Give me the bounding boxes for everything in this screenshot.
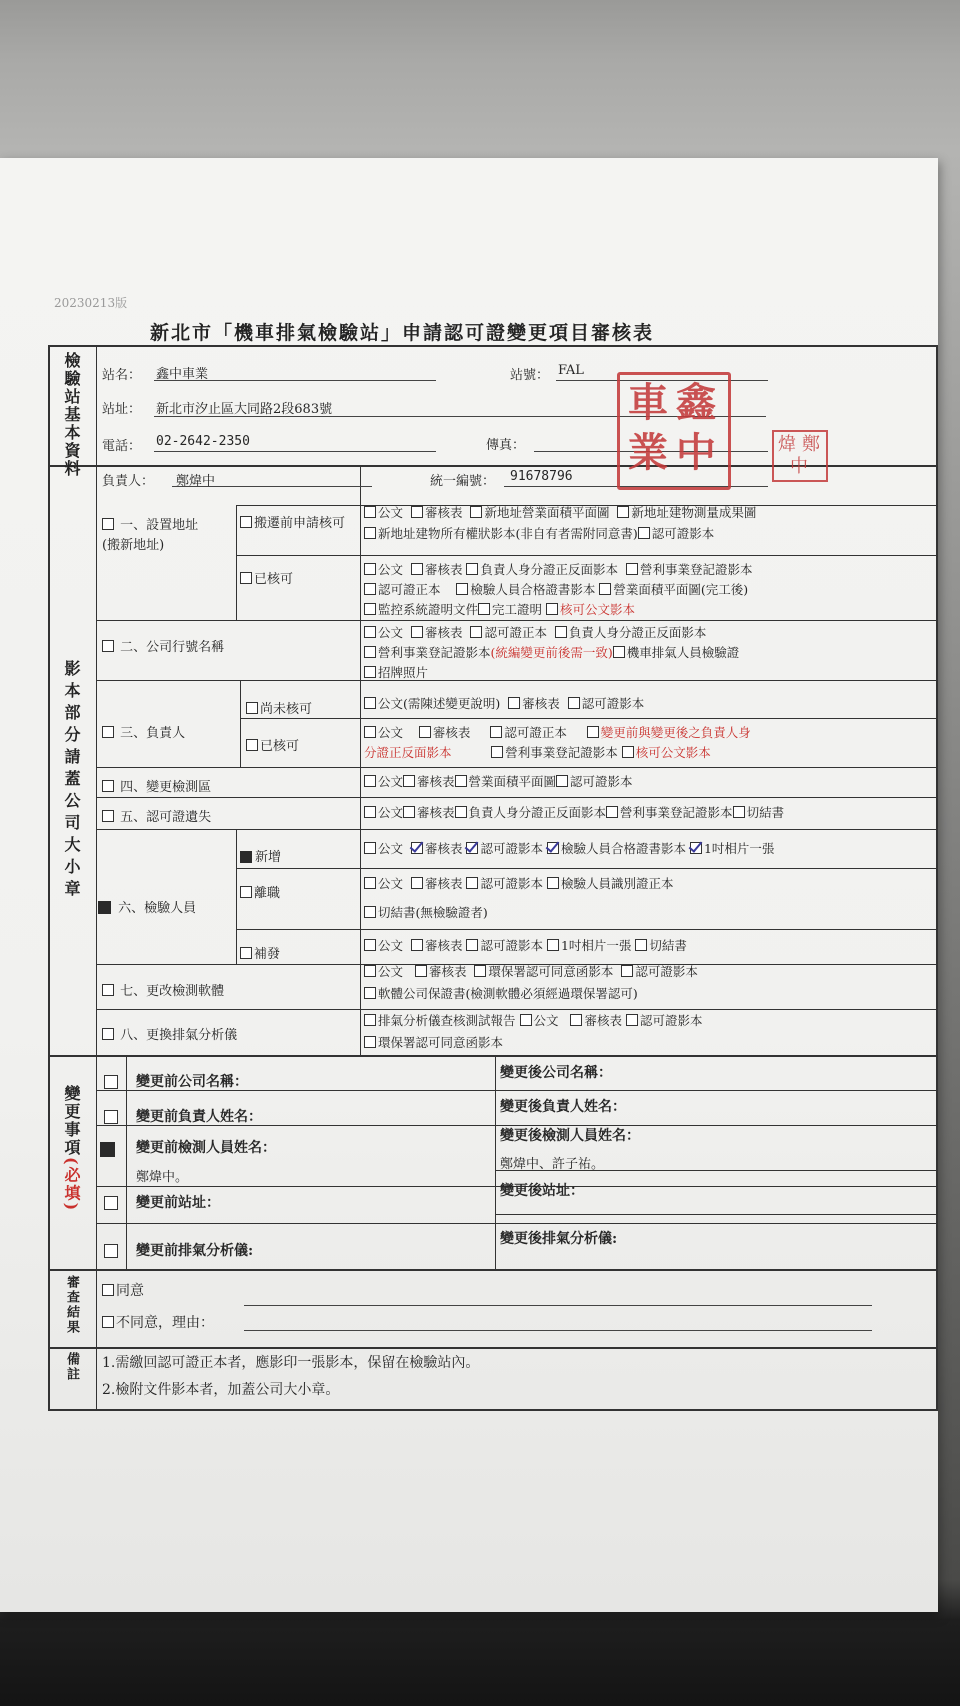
- underline: [172, 486, 372, 487]
- item-2-docs-row2: 營利事業登記證影本(統編變更前後需一致) 機車排氣人員檢驗證: [364, 643, 739, 661]
- note-1: 1.需繳回認可證正本者，應影印一張影本，保留在檢驗站內。: [102, 1355, 480, 1371]
- item-6a-docs: 公文 審核表 認可證影本 檢驗人員合格證書影本 1吋相片一張: [364, 839, 774, 857]
- rule: [360, 465, 361, 1055]
- change-address-checkbox[interactable]: [104, 1196, 118, 1210]
- rule: [236, 829, 237, 964]
- address-label: 站址：: [102, 402, 142, 417]
- rule: [96, 1009, 938, 1010]
- rule: [96, 620, 938, 621]
- rule: [236, 505, 237, 620]
- reason-field-top: [244, 1305, 872, 1306]
- section-copies-label: 影本部分請蓋公司大小章: [62, 660, 81, 902]
- before-inspector-label: 變更前檢測人員姓名：: [136, 1140, 276, 1156]
- rule: [495, 1170, 938, 1171]
- reason-field[interactable]: [244, 1330, 872, 1331]
- item-8-docs-row1: 排氣分析儀查核測試報告 公文 審核表 認可證影本: [364, 1011, 702, 1029]
- item-6c-docs: 公文 審核表 認可證影本 1吋相片一張 切結書: [364, 936, 687, 954]
- item-6b-docs-row1: 公文 審核表 認可證影本 檢驗人員識別證正本: [364, 874, 673, 892]
- form-title: 新北市「機車排氣檢驗站」申請認可證變更項目審核表: [150, 322, 655, 344]
- checked-checkbox[interactable]: [690, 842, 702, 854]
- checkbox-filled[interactable]: [240, 851, 252, 863]
- checkbox-filled[interactable]: [98, 901, 111, 914]
- checked-checkbox[interactable]: [466, 842, 478, 854]
- note-2: 2.檢附文件影本者，加蓋公司大小章。: [102, 1382, 340, 1398]
- item-3b-docs-row1: 公文 審核表 認可證正本 變更前與變更後之負責人身: [364, 723, 751, 741]
- owner-seal-stamp: 鄭 煒 中: [772, 430, 828, 482]
- item-1-label: 一、設置地址: [102, 514, 198, 533]
- station-name-label: 站名：: [102, 368, 142, 383]
- rule: [96, 345, 97, 1411]
- underline: [154, 380, 436, 381]
- version-label: 20230213版: [54, 296, 128, 310]
- checked-checkbox[interactable]: [411, 842, 423, 854]
- disagree-checkbox[interactable]: [102, 1316, 114, 1328]
- station-no-value[interactable]: FAL: [558, 363, 584, 378]
- after-inspector-label: 變更後檢測人員姓名：: [500, 1128, 640, 1144]
- before-inspector-value[interactable]: 鄭煒中。: [136, 1170, 189, 1185]
- rule: [495, 1055, 496, 1269]
- rule: [96, 797, 938, 798]
- item-5-label: 五、認可證遺失: [102, 806, 211, 825]
- item-2-docs-row3: 招牌照片: [364, 663, 428, 681]
- item-7-docs-row2: 軟體公司保證書(檢測軟體必須經過環保署認可): [364, 984, 638, 1002]
- item-4-label: 四、變更檢測區: [102, 776, 211, 795]
- tax-id-value[interactable]: 91678796: [510, 469, 573, 484]
- item-1b-docs-row1: 公文 審核表 負責人身分證正反面影本 營利事業登記證影本: [364, 560, 752, 578]
- rule: [495, 1214, 938, 1215]
- checked-checkbox[interactable]: [547, 842, 559, 854]
- station-no-label: 站號：: [510, 368, 550, 383]
- rule: [240, 718, 938, 719]
- rule: [236, 555, 938, 556]
- item-8-label: 八、更換排氣分析儀: [102, 1024, 237, 1043]
- company-seal-stamp: 鑫 中 車 業: [617, 372, 731, 490]
- item-7-docs-row1: 公文 審核表 環保署認可同意函影本 認可證影本: [364, 962, 698, 980]
- item-3a-label: 尚未核可: [246, 698, 312, 717]
- rule: [236, 929, 938, 930]
- station-name-value[interactable]: 鑫中車業: [156, 367, 209, 382]
- rule: [96, 767, 938, 768]
- item-3-label: 三、負責人: [102, 722, 185, 741]
- phone-label: 電話：: [102, 439, 142, 454]
- item-5-docs: 公文 審核表 負責人身分證正反面影本 營利事業登記證影本 切結書: [364, 803, 784, 821]
- item-6b-docs-row2: 切結書(無檢驗證者): [364, 903, 488, 921]
- after-analyzer-label: 變更後排氣分析儀:: [500, 1231, 618, 1247]
- address-value[interactable]: 新北市汐止區大同路2段683號: [156, 402, 333, 417]
- after-address-label: 變更後站址：: [500, 1183, 584, 1199]
- tax-id-label: 統一編號：: [430, 474, 496, 489]
- underline: [154, 451, 436, 452]
- section-review-label: 審查結果: [64, 1275, 79, 1335]
- rule: [48, 1347, 938, 1349]
- item-6c-label: 補發: [240, 943, 280, 962]
- item-1b-docs-row2: 認可證正本 檢驗人員合格證書影本 營業面積平面圖(完工後): [364, 580, 748, 598]
- item-1b-label: 已核可: [240, 568, 293, 587]
- item-2-label: 二、公司行號名稱: [102, 636, 224, 655]
- before-address-label: 變更前站址：: [136, 1195, 220, 1211]
- rule: [236, 505, 360, 506]
- before-owner-label: 變更前負責人姓名：: [136, 1109, 262, 1125]
- before-analyzer-label: 變更前排氣分析儀:: [136, 1243, 254, 1259]
- item-6-label: 六、檢驗人員: [98, 897, 196, 916]
- rule: [240, 680, 241, 767]
- item-4-docs: 公文 審核表 營業面積平面圖 認可證影本: [364, 772, 633, 790]
- review-disagree: 不同意，理由：: [102, 1312, 214, 1332]
- fax-label: 傳真：: [486, 438, 526, 453]
- change-inspector-checkbox[interactable]: [100, 1142, 115, 1157]
- phone-value[interactable]: 02-2642-2350: [156, 434, 250, 449]
- rule: [48, 1269, 938, 1271]
- agree-checkbox[interactable]: [102, 1284, 114, 1296]
- item-3b-label: 已核可: [246, 735, 299, 754]
- change-company-checkbox[interactable]: [104, 1075, 118, 1089]
- item-1-sub: (搬新地址): [102, 538, 165, 553]
- rule: [126, 1055, 127, 1269]
- item-8-docs-row2: 環保署認可同意函影本: [364, 1033, 503, 1051]
- rule: [96, 680, 938, 681]
- item-7-label: 七、更改檢測軟體: [102, 980, 224, 999]
- before-company-label: 變更前公司名稱：: [136, 1074, 248, 1090]
- item-6a-label: 新增: [240, 846, 281, 865]
- checkbox[interactable]: [240, 516, 252, 528]
- rule: [48, 1055, 938, 1057]
- rule: [236, 868, 938, 869]
- item-6b-label: 離職: [240, 882, 280, 901]
- item-1a-docs-row1: 公文 審核表 新地址營業面積平面圖 新地址建物測量成果圖: [364, 503, 756, 521]
- item-1a-docs-row2: 新地址建物所有權狀影本(非自有者需附同意書) 認可證影本: [364, 524, 714, 542]
- after-company-label: 變更後公司名稱：: [500, 1065, 612, 1081]
- change-owner-checkbox[interactable]: [104, 1110, 118, 1124]
- after-inspector-value[interactable]: 鄭煒中、許子祐。: [500, 1157, 605, 1172]
- rule: [96, 829, 938, 830]
- item-3a-docs: 公文(需陳述變更說明) 審核表 認可證影本: [364, 694, 644, 712]
- owner-label: 負責人：: [102, 474, 155, 489]
- rule: [96, 1223, 938, 1224]
- section-changes-label: 變更事項(必填): [62, 1085, 81, 1213]
- section-basic-label: 檢驗站基本資料: [62, 352, 81, 478]
- checkbox[interactable]: [102, 518, 114, 530]
- after-owner-label: 變更後負責人姓名：: [500, 1099, 626, 1115]
- item-1a-label: 搬遷前申請核可: [240, 514, 352, 534]
- change-analyzer-checkbox[interactable]: [104, 1244, 118, 1258]
- section-notes-label: 備註: [64, 1352, 79, 1382]
- checkbox[interactable]: [240, 572, 252, 584]
- owner-value[interactable]: 鄭煒中: [176, 474, 216, 489]
- item-2-docs-row1: 公文 審核表 認可證正本 負責人身分證正反面影本: [364, 623, 706, 641]
- review-agree: 同意: [102, 1280, 144, 1300]
- item-3b-docs-row2: 分證正反面影本 營利事業登記證影本 核可公文影本: [364, 745, 711, 760]
- item-1b-docs-row3: 監控系統證明文件 完工證明 核可公文影本: [364, 600, 635, 618]
